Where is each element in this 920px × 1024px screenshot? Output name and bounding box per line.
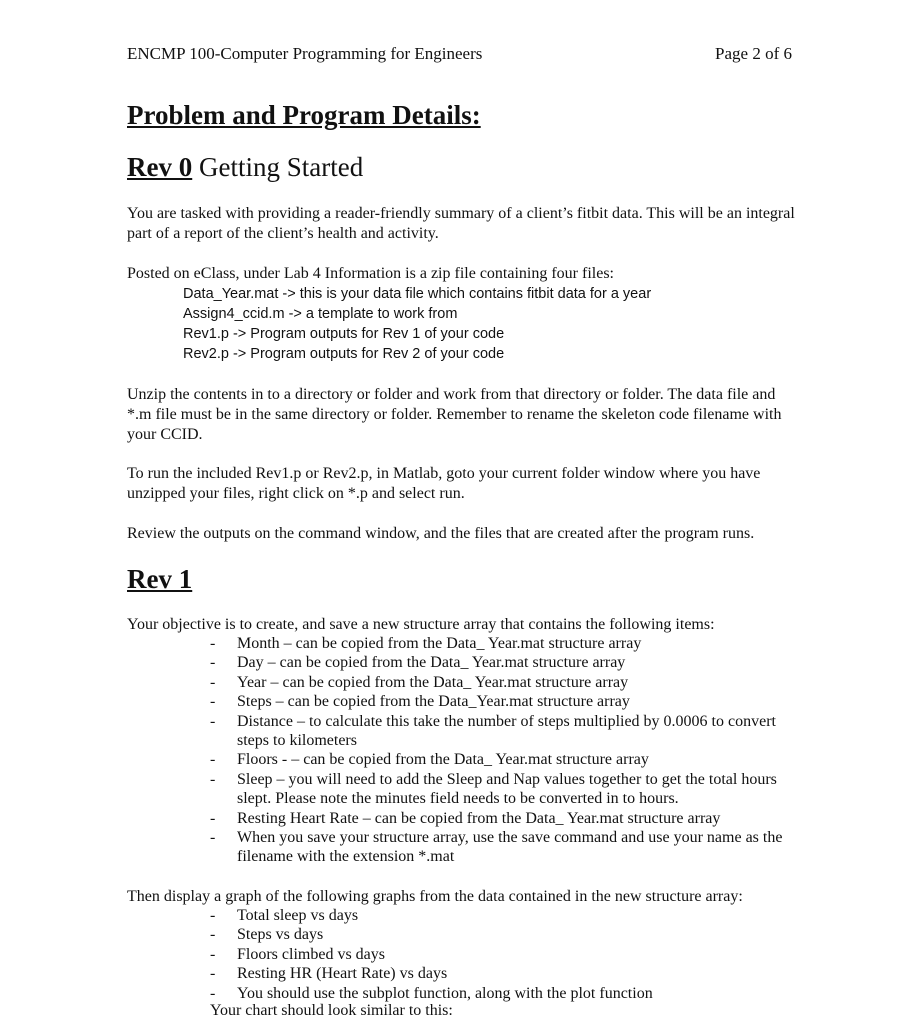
list-item: - Sleep – you will need to add the Sleep and Nap values together to get the total hours slept. Please note the minutes field needs to be converted in to hours.	[210, 770, 800, 809]
rev0-paragraph-unzip: Unzip the contents in to a directory or folder and work from that directory or folder. The data file and *.m file must be in the same directory or folder. Remember to rename the skeleton code filename with your CCID.	[127, 386, 782, 443]
list-item: - Year – can be copied from the Data_ Year.mat structure array	[210, 673, 800, 692]
section-title: Problem and Program Details:	[127, 100, 481, 130]
list-item: - Steps vs days	[210, 925, 800, 944]
list-item: - Month – can be copied from the Data_ Year.mat structure array	[210, 634, 800, 653]
list-item: - Total sleep vs days	[210, 906, 800, 925]
rev0-paragraph-review: Review the outputs on the command window, and the files that are created after the program runs.	[127, 525, 755, 542]
chart-note: Your chart should look similar to this:	[210, 1002, 453, 1019]
rev0-label: Rev 0	[127, 152, 193, 182]
structure-items-list	[210, 634, 800, 867]
file-item-rev2: Rev2.p -> Program outputs for Rev 2 of your code	[183, 346, 505, 362]
list-item: - Floors climbed vs days	[210, 945, 800, 964]
rev0-paragraph-intro: You are tasked with providing a reader-friendly summary of a client’s fitbit data. This will be an integral part of a report of the client’s health and activity.	[127, 205, 795, 242]
file-item-rev1: Rev1.p -> Program outputs for Rev 1 of your code	[183, 326, 505, 342]
file-item-data: Data_Year.mat -> this is your data file which contains fitbit data for a year	[183, 286, 652, 302]
rev0-paragraph-files: Posted on eClass, under Lab 4 Information is a zip file containing four files:	[127, 265, 614, 282]
rev0-title: Getting Started	[198, 152, 364, 182]
list-item: - Floors - – can be copied from the Data_ Year.mat structure array	[210, 750, 800, 769]
list-item: - Distance – to calculate this take the number of steps multiplied by 0.0006 to convert steps to kilometers	[210, 712, 800, 751]
file-list	[183, 284, 651, 364]
graph-intro: Then display a graph of the following graphs from the data contained in the new structure array:	[127, 888, 743, 905]
list-item: - Resting HR (Heart Rate) vs days	[210, 964, 800, 983]
list-item: - Steps – can be copied from the Data_Year.mat structure array	[210, 692, 800, 711]
list-item: - You should use the subplot function, along with the plot function	[210, 984, 800, 1003]
list-item: - When you save your structure array, use the save command and use your name as the filename with the extension *.mat	[210, 828, 800, 867]
list-item: - Day – can be copied from the Data_ Year.mat structure array	[210, 653, 800, 672]
graph-list	[210, 906, 800, 1003]
rev1-objective: Your objective is to create, and save a new structure array that contains the following items:	[127, 616, 715, 633]
file-item-template: Assign4_ccid.m -> a template to work from	[183, 306, 458, 322]
rev1-heading: Rev 1	[127, 564, 193, 594]
rev0-heading	[127, 152, 363, 183]
rev0-paragraph-run: To run the included Rev1.p or Rev2.p, in Matlab, goto your current folder window where you have unzipped your files, right click on *.p and select run.	[127, 465, 761, 502]
course-header: ENCMP 100-Computer Programming for Engineers	[127, 44, 483, 63]
list-item: - Resting Heart Rate – can be copied from the Data_ Year.mat structure array	[210, 809, 800, 828]
page-number: Page 2 of 6	[715, 44, 792, 63]
